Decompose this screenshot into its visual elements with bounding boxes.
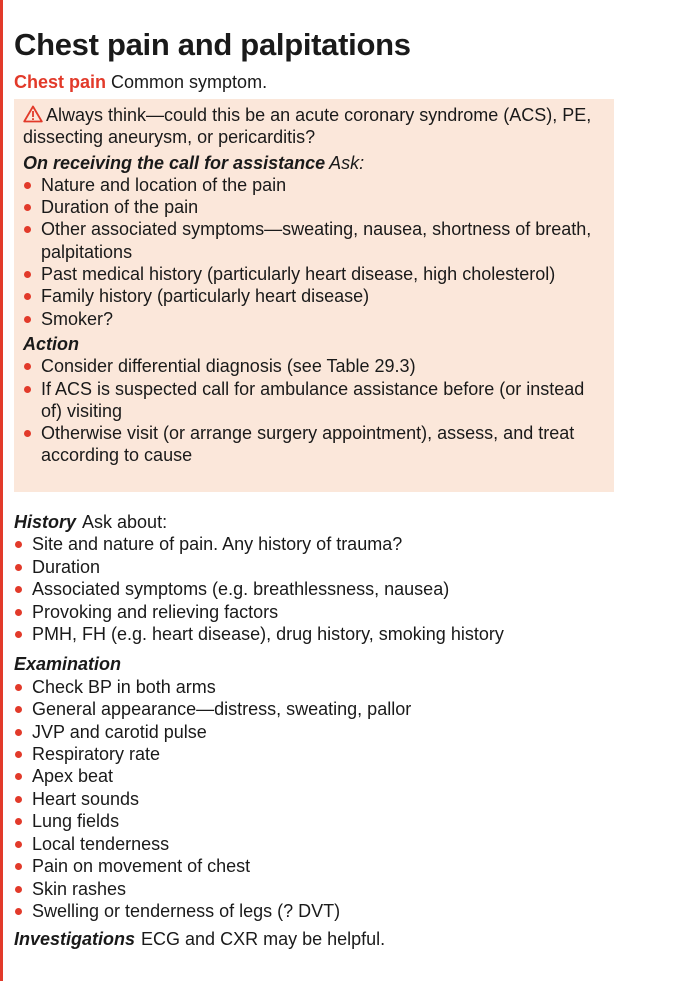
bullet-icon <box>15 818 22 825</box>
bullet-icon <box>24 316 31 323</box>
list-item: Duration of the pain <box>23 196 604 218</box>
list-item: Lung fields <box>14 810 654 832</box>
list-item: Pain on movement of chest <box>14 855 654 877</box>
bullet-icon <box>24 293 31 300</box>
list-item: Apex beat <box>14 765 654 787</box>
page-title: Chest pain and palpitations <box>14 27 411 62</box>
warning-paragraph <box>23 104 604 149</box>
list-item: Check BP in both arms <box>14 676 654 698</box>
list-item: Skin rashes <box>14 878 654 900</box>
bullet-icon <box>24 430 31 437</box>
bullet-icon <box>24 226 31 233</box>
list-item: Nature and location of the pain <box>23 174 604 196</box>
call-ask: Ask: <box>329 152 365 173</box>
list-item: Smoker? <box>23 308 604 330</box>
bullet-icon <box>24 204 31 211</box>
investigations-heading: Investigations <box>14 929 136 950</box>
list-item: Local tenderness <box>14 833 654 855</box>
call-list <box>23 174 604 330</box>
bullet-icon <box>24 182 31 189</box>
bullet-icon <box>15 631 22 638</box>
warning-triangle-icon <box>23 105 43 123</box>
warning-text: Always think—could this be an acute coronary syndrome (ACS), PE, dissecting aneurysm, or pericarditis? <box>23 105 592 148</box>
examination-list <box>14 676 654 922</box>
list-item: PMH, FH (e.g. heart disease), drug history, smoking history <box>14 623 654 645</box>
bullet-icon <box>24 271 31 278</box>
bullet-icon <box>15 773 22 780</box>
history-text: Ask about: <box>82 512 168 532</box>
list-item: Site and nature of pain. Any history of trauma? <box>14 533 654 555</box>
bullet-icon <box>24 363 31 370</box>
list-item: Otherwise visit (or arrange surgery appointment), assess, and treat according to cause <box>23 422 604 467</box>
history-list <box>14 533 654 645</box>
list-item: Associated symptoms (e.g. breathlessness, nausea) <box>14 578 654 600</box>
bullet-icon <box>15 684 22 691</box>
page-margin-rule <box>0 0 3 981</box>
list-item: Consider differential diagnosis (see Table 29.3) <box>23 355 604 377</box>
list-item: If ACS is suspected call for ambulance assistance before (or instead of) visiting <box>23 378 604 423</box>
main-text <box>14 511 654 951</box>
history-heading: History <box>14 512 77 532</box>
bullet-icon <box>15 841 22 848</box>
list-item: Past medical history (particularly heart disease, high cholesterol) <box>23 263 604 285</box>
acs-warning-box <box>14 99 614 492</box>
list-item: Family history (particularly heart disease) <box>23 285 604 307</box>
action-list <box>23 355 604 466</box>
intro-text: Common symptom. <box>111 72 268 92</box>
bullet-icon <box>24 386 31 393</box>
bullet-icon <box>15 609 22 616</box>
list-item: General appearance—distress, sweating, pallor <box>14 698 654 720</box>
history-heading-line <box>14 511 654 533</box>
investigations-line <box>14 928 654 950</box>
bullet-icon <box>15 541 22 548</box>
list-item: Other associated symptoms—sweating, nausea, shortness of breath, palpitations <box>23 218 604 263</box>
examination-heading: Examination <box>14 654 122 675</box>
investigations-text: ECG and CXR may be helpful. <box>141 929 386 950</box>
action-heading: Action <box>23 333 79 354</box>
list-item: JVP and carotid pulse <box>14 721 654 743</box>
intro-heading: Chest pain <box>14 72 107 92</box>
bullet-icon <box>15 796 22 803</box>
bullet-icon <box>15 751 22 758</box>
list-item: Duration <box>14 556 654 578</box>
list-item: Respiratory rate <box>14 743 654 765</box>
bullet-icon <box>15 886 22 893</box>
list-item: Heart sounds <box>14 788 654 810</box>
bullet-icon <box>15 863 22 870</box>
bullet-icon <box>15 729 22 736</box>
intro-line <box>14 72 267 94</box>
bullet-icon <box>15 908 22 915</box>
bullet-icon <box>15 706 22 713</box>
bullet-icon <box>15 564 22 571</box>
call-subheading <box>23 152 604 174</box>
bullet-icon <box>15 586 22 593</box>
list-item: Provoking and relieving factors <box>14 601 654 623</box>
list-item: Swelling or tenderness of legs (? DVT) <box>14 900 654 922</box>
call-heading: On receiving the call for assistance <box>23 152 326 173</box>
